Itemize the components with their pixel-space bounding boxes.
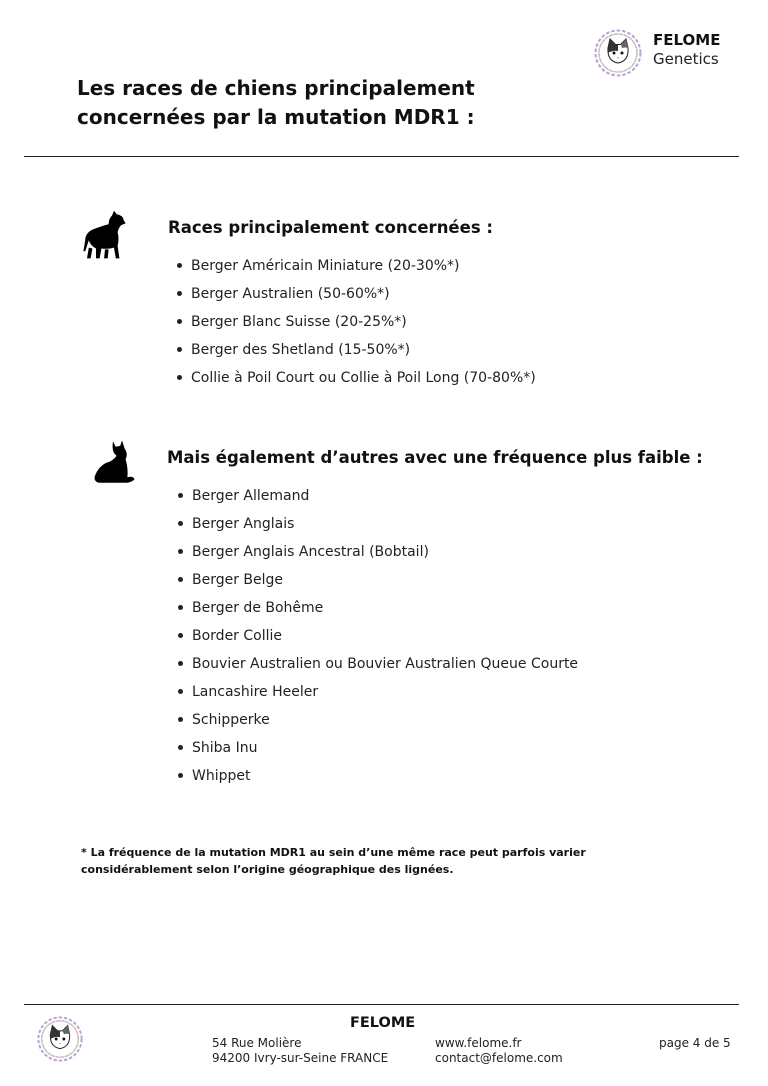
list-item: Berger Blanc Suisse (20-25%*) [174, 312, 536, 340]
list-item: Whippet [175, 766, 578, 794]
list-item: Berger Belge [175, 570, 578, 598]
page-number [659, 1036, 731, 1051]
shepherd-dog-icon [78, 208, 132, 262]
footer-divider [24, 1004, 739, 1005]
page-title-line-1: Les races de chiens principalement [77, 76, 475, 100]
list-item: Berger Anglais Ancestral (Bobtail) [175, 542, 578, 570]
page-title-line-2: concernées par la mutation MDR1 : [77, 105, 475, 129]
footer-address-line-2: 94200 Ivry-sur-Seine FRANCE [212, 1051, 389, 1065]
list-item: Shiba Inu [175, 738, 578, 766]
header-divider [24, 156, 739, 157]
page-number-label: page 4 de 5 [659, 1036, 731, 1050]
list-item: Lancashire Heeler [175, 682, 578, 710]
list-item: Berger des Shetland (15-50%*) [174, 340, 536, 368]
brand-subtitle: Genetics [653, 50, 719, 68]
footer-email-link[interactable]: contact@felome.com [435, 1051, 563, 1065]
section-heading-main: Races principalement concernées : [168, 218, 493, 237]
footer-address-line-1: 54 Rue Molière [212, 1036, 302, 1050]
list-item: Berger Américain Miniature (20-30%*) [174, 256, 536, 284]
list-item: Schipperke [175, 710, 578, 738]
felome-logo [593, 28, 643, 78]
list-item: Collie à Poil Court ou Collie à Poil Long (70-80%*) [174, 368, 536, 396]
brand-block [653, 31, 720, 69]
list-item: Berger de Bohême [175, 598, 578, 626]
footer-contact [435, 1036, 563, 1066]
footer-address [212, 1036, 388, 1066]
main-breeds-list [174, 256, 536, 396]
list-item: Bouvier Australien ou Bouvier Australien Queue Courte [175, 654, 578, 682]
list-item: Berger Allemand [175, 486, 578, 514]
section-heading-other: Mais également d’autres avec une fréquence plus faible : [167, 448, 703, 467]
list-item: Berger Anglais [175, 514, 578, 542]
footer-company-name: FELOME [350, 1015, 416, 1031]
footnote-line-2: considérablement selon l’origine géographique des lignées. [81, 862, 454, 876]
list-item: Berger Australien (50-60%*) [174, 284, 536, 312]
list-item: Border Collie [175, 626, 578, 654]
other-breeds-list [175, 486, 578, 794]
footer-website-link[interactable]: www.felome.fr [435, 1036, 522, 1050]
felome-logo-footer [36, 1015, 84, 1063]
footnote-line-1: * La fréquence de la mutation MDR1 au sein d’une même race peut parfois varier [81, 846, 586, 859]
brand-name: FELOME [653, 31, 721, 49]
sitting-dog-icon [86, 436, 140, 490]
footnote [81, 845, 641, 878]
page-title [77, 74, 677, 132]
